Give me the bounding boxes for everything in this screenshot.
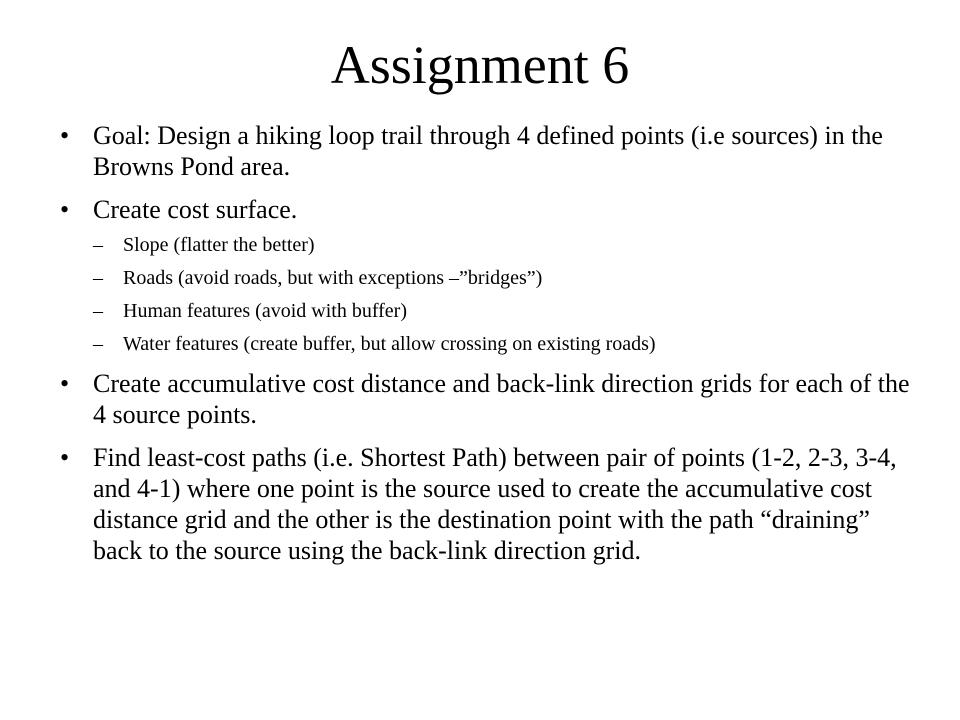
sub-bullet-marker: – — [93, 267, 103, 289]
bullet-text: Create accumulative cost distance and back-link direction grids for each of the 4 source points. — [93, 369, 910, 429]
sub-bullet-list — [93, 233, 920, 356]
bullet-text: Goal: Design a hiking loop trail through 4 defined points (i.e sources) in the Browns Pond area. — [93, 121, 883, 181]
bullet-cost-distance — [60, 368, 920, 430]
bullet-marker: • — [60, 121, 70, 150]
sub-bullet-text: Slope (flatter the better) — [123, 234, 315, 256]
sub-bullet-water-features — [93, 332, 920, 356]
sub-bullet-text: Roads (avoid roads, but with exceptions –”bridges”) — [123, 267, 543, 289]
bullet-marker: • — [60, 443, 70, 472]
bullet-list — [60, 120, 920, 578]
sub-bullet-human-features — [93, 299, 920, 323]
bullet-marker: • — [60, 369, 70, 398]
sub-bullet-text: Water features (create buffer, but allow crossing on existing roads) — [123, 333, 656, 355]
bullet-cost-surface — [60, 194, 920, 356]
bullet-goal — [60, 120, 920, 182]
sub-bullet-slope — [93, 233, 920, 257]
bullet-least-cost-paths — [60, 442, 920, 566]
sub-bullet-text: Human features (avoid with buffer) — [123, 300, 407, 322]
sub-bullet-marker: – — [93, 300, 103, 322]
sub-bullet-marker: – — [93, 333, 103, 355]
bullet-marker: • — [60, 195, 70, 224]
bullet-text: Find least-cost paths (i.e. Shortest Path) between pair of points (1-2, 2-3, 3-4, and 4-1) where one point is the source used to create the accumulative cost distance grid and the other is the destination point with the path “draining” back to the source using the back-link direction grid. — [93, 443, 897, 565]
sub-bullet-marker: – — [93, 234, 103, 256]
bullet-text: Create cost surface. — [93, 195, 298, 224]
sub-bullet-roads — [93, 266, 920, 290]
slide-title: Assignment 6 — [330, 35, 630, 95]
